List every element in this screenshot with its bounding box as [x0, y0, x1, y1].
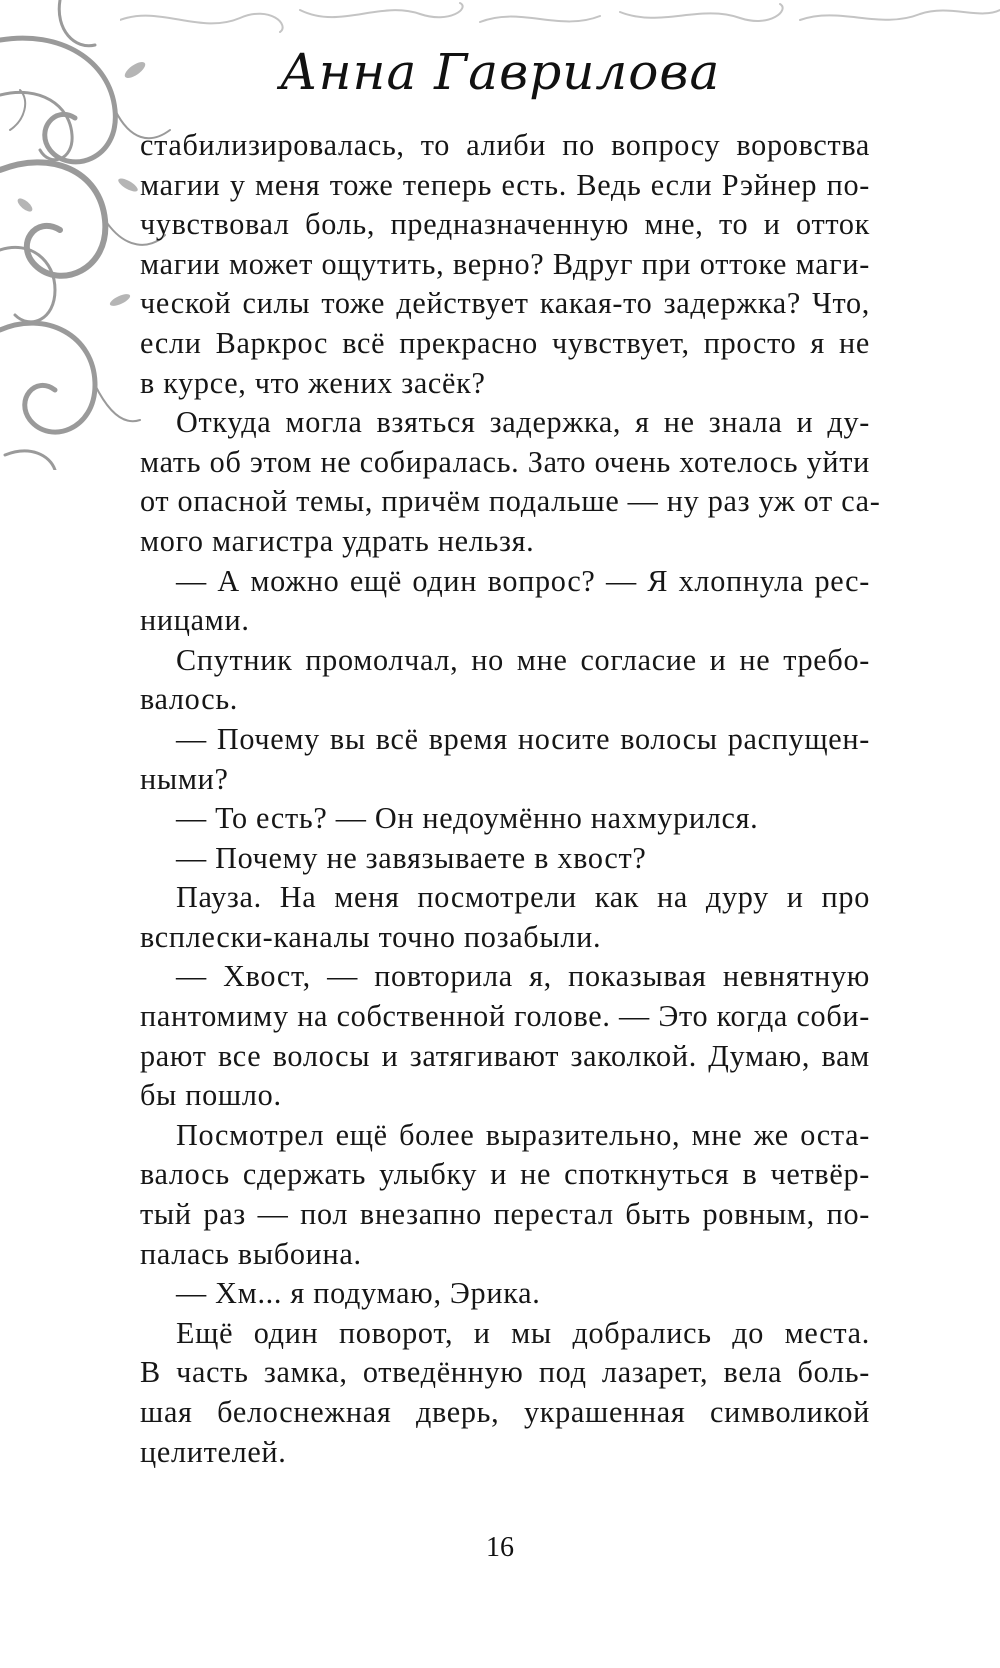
- text-line-6: если Варкрос всё прекрасно чувствует, просто я не: [140, 325, 870, 360]
- text-line-9: мать об этом не собиралась. Зато очень хотелось уйти: [140, 444, 870, 479]
- text-line-25: бы пошло.: [140, 1078, 282, 1113]
- text-line-33: шая белоснежная дверь, украшенная символикой: [140, 1395, 870, 1429]
- text-line-3: чувствовал боль, предназначенную мне, то и отток: [140, 207, 870, 242]
- text-line-26: Посмотрел ещё более выразительно, мне же оста-: [176, 1117, 870, 1152]
- text-line-10: от опасной темы, причём подальше — ну раз уж от са-: [140, 484, 881, 519]
- text-line-8: Откуда могла взяться задержка, я не знала и ду-: [176, 405, 870, 440]
- text-line-32: В часть замка, отведённую под лазарет, вела боль-: [140, 1355, 870, 1390]
- text-line-29: палась выбоина.: [140, 1236, 362, 1271]
- text-line-13: ницами.: [140, 603, 250, 638]
- text-line-15: валось.: [140, 682, 239, 717]
- text-line-4: магии может ощутить, верно? Вдруг при оттоке маги-: [140, 246, 870, 281]
- text-line-30: — Хм... я подумаю, Эрика.: [176, 1276, 541, 1311]
- text-line-22: — Хвост, — повторила я, показывая невнятную: [176, 959, 870, 994]
- text-line-7: в курсе, что жених засёк?: [140, 365, 486, 400]
- text-line-1: стабилизировалась, то алиби по вопросу воровства: [140, 128, 870, 162]
- page-body: [140, 126, 881, 1472]
- page-number: 16: [486, 1532, 514, 1563]
- decorative-top-ornament: [120, 0, 1000, 40]
- text-line-2: магии у меня тоже теперь есть. Ведь если Рэйнер по-: [140, 167, 870, 202]
- running-header-author: Анна Гаврилова: [279, 43, 721, 101]
- text-line-17: ными?: [140, 761, 229, 796]
- text-line-27: валось сдержать улыбку и не споткнуться в четвёр-: [140, 1157, 870, 1192]
- text-line-19: — Почему не завязываете в хвост?: [176, 840, 647, 875]
- text-line-14: Спутник промолчал, но мне согласие и не требо-: [176, 642, 870, 677]
- text-line-31: Ещё один поворот, и мы добрались до места.: [176, 1315, 870, 1350]
- text-line-23: пантомиму на собственной голове. — Это когда соби-: [140, 999, 870, 1034]
- text-line-24: рают все волосы и затягивают заколкой. Думаю, вам: [140, 1038, 870, 1073]
- text-line-34: целителей.: [140, 1434, 287, 1469]
- text-line-28: тый раз — пол внезапно перестал быть ровным, по-: [140, 1197, 870, 1232]
- text-line-5: ческой силы тоже действует какая-то задержка? Что,: [140, 286, 870, 321]
- text-line-16: — Почему вы всё время носите волосы распущен-: [176, 721, 870, 756]
- text-line-18: — То есть? — Он недоумённо нахмурился.: [176, 801, 759, 836]
- text-line-21: всплески-каналы точно позабыли.: [140, 919, 602, 954]
- text-line-20: Пауза. На меня посмотрели как на дуру и про: [176, 880, 870, 915]
- text-line-12: — А можно ещё один вопрос? — Я хлопнула рес-: [176, 563, 870, 598]
- text-line-11: мого магистра удрать нельзя.: [140, 523, 535, 558]
